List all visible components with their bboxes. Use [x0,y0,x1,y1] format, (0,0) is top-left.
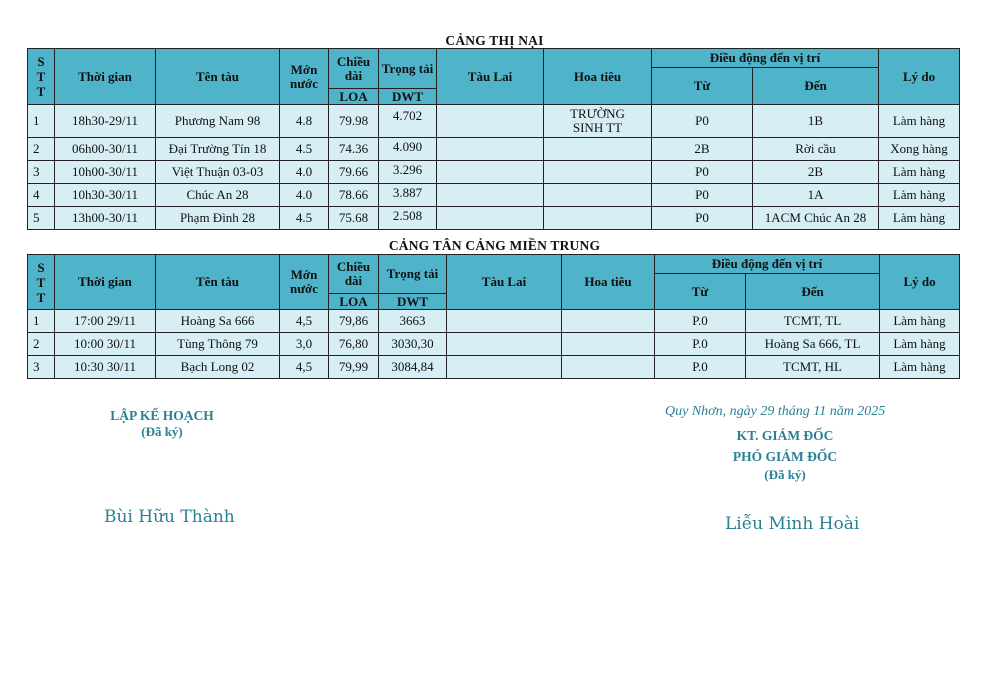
cell-stt: 2 [28,138,55,161]
cell-ship-name: Việt Thuận 03-03 [156,161,280,184]
cell-time: 13h00-30/11 [55,207,156,230]
section-title-thi-nai: CẢNG THỊ NẠI [445,33,544,48]
cell-pilot [544,138,652,161]
header-draft: Mớn nước [280,49,329,105]
cell-draft: 4.0 [280,161,329,184]
cell-loa: 76,80 [329,333,379,356]
header-dwt: DWT [379,89,437,105]
header-time: Thời gian [55,255,156,310]
table-row [28,161,960,184]
cell-loa: 78.66 [329,184,379,207]
cell-ship-name: Đại Trường Tín 18 [156,138,280,161]
cell-dwt: 3.296 [379,161,437,184]
table-row [28,184,960,207]
cell-stt: 1 [28,310,55,333]
header-tug: Tàu Lai [437,49,544,105]
cell-time: 10:00 30/11 [55,333,156,356]
header-to: Đến [753,68,879,105]
cell-reason: Xong hàng [879,138,960,161]
cell-draft: 4.5 [280,207,329,230]
cell-time: 18h30-29/11 [55,105,156,138]
deputy-director-title: PHÓ GIÁM ĐỐC [732,449,838,464]
header-to: Đến [746,274,880,310]
cell-to: 1B [753,105,879,138]
table-row [28,333,960,356]
header-reason: Lý do [880,255,960,310]
header-stt: S T T [28,255,55,310]
cell-pilot [544,184,652,207]
header-loa: LOA [329,294,379,310]
cell-loa: 79.98 [329,105,379,138]
table-row [28,105,960,138]
cell-dwt: 4.702 [379,105,437,138]
cell-reason: Làm hàng [880,333,960,356]
cell-tug [437,105,544,138]
cell-time: 06h00-30/11 [55,138,156,161]
header-ship-name: Tên tàu [156,255,280,310]
header-move-to-position: Điều động đến vị trí [652,49,879,68]
cell-pilot [562,356,655,379]
cell-from: 2B [652,138,753,161]
director-signature-block [700,425,870,482]
header-from: Từ [652,68,753,105]
cell-dwt: 3.887 [379,184,437,207]
cell-from: P0 [652,207,753,230]
header-loa: LOA [329,89,379,105]
header-length: Chiều dài [329,255,379,294]
cell-ship-name: Phương Nam 98 [156,105,280,138]
cell-tug [447,333,562,356]
cell-to: Rời cầu [753,138,879,161]
cell-to: Hoàng Sa 666, TL [746,333,880,356]
cell-pilot [562,333,655,356]
header-ship-name: Tên tàu [156,49,280,105]
cell-reason: Làm hàng [880,310,960,333]
cell-loa: 79,99 [329,356,379,379]
header-pilot: Hoa tiêu [544,49,652,105]
cell-from: P.0 [655,356,746,379]
cell-time: 17:00 29/11 [55,310,156,333]
planner-signature-block [82,408,242,440]
cell-ship-name: Chúc An 28 [156,184,280,207]
cell-tug [437,161,544,184]
director-name: Liễu Minh Hoài [725,514,860,534]
cell-draft: 4,5 [280,310,329,333]
cell-stt: 2 [28,333,55,356]
header-length: Chiều dài [329,49,379,89]
header-draft: Mớn nước [280,255,329,310]
cell-draft: 3,0 [280,333,329,356]
cell-loa: 79,86 [329,310,379,333]
cell-ship-name: Bạch Long 02 [156,356,280,379]
cell-reason: Làm hàng [880,356,960,379]
cell-loa: 79.66 [329,161,379,184]
director-signed-note: (Đã ký) [764,467,806,482]
header-time: Thời gian [55,49,156,105]
header-move-to-position: Điều động đến vị trí [655,255,880,274]
schedule-table-tan-cang-mien-trung [27,254,960,379]
cell-ship-name: Phạm Đình 28 [156,207,280,230]
table-row [28,356,960,379]
header-tonnage: Trọng tải [379,49,437,89]
cell-pilot [562,310,655,333]
cell-time: 10h30-30/11 [55,184,156,207]
cell-tug [447,356,562,379]
header-tug: Tàu Lai [447,255,562,310]
cell-time: 10:30 30/11 [55,356,156,379]
cell-draft: 4.5 [280,138,329,161]
cell-stt: 5 [28,207,55,230]
cell-pilot: TRƯỜNG SINH TT [544,105,652,138]
cell-stt: 4 [28,184,55,207]
cell-dwt: 2.508 [379,207,437,230]
cell-from: P0 [652,184,753,207]
cell-reason: Làm hàng [879,105,960,138]
cell-loa: 75.68 [329,207,379,230]
header-dwt: DWT [379,294,447,310]
section-title-tan-cang-mien-trung: CẢNG TÂN CẢNG MIỀN TRUNG [388,238,601,253]
cell-dwt: 4.090 [379,138,437,161]
table-row [28,138,960,161]
cell-to: 1ACM Chúc An 28 [753,207,879,230]
planner-title: LẬP KẾ HOẠCH [110,408,214,423]
cell-to: TCMT, TL [746,310,880,333]
cell-pilot [544,161,652,184]
header-from: Từ [655,274,746,310]
cell-reason: Làm hàng [879,207,960,230]
cell-tug [447,310,562,333]
cell-from: P0 [652,105,753,138]
cell-ship-name: Hoàng Sa 666 [156,310,280,333]
cell-reason: Làm hàng [879,184,960,207]
cell-tug [437,207,544,230]
schedule-table-thi-nai [27,48,960,230]
cell-pilot [544,207,652,230]
cell-stt: 3 [28,161,55,184]
director-title: KT. GIÁM ĐỐC [736,428,834,443]
cell-loa: 74.36 [329,138,379,161]
cell-draft: 4.0 [280,184,329,207]
cell-dwt: 3030,30 [379,333,447,356]
planner-name: Bùi Hữu Thành [104,507,235,527]
table-row [28,310,960,333]
header-stt: S T T [28,49,55,105]
place-date: Quy Nhơn, ngày 29 tháng 11 năm 2025 [665,404,886,419]
cell-time: 10h00-30/11 [55,161,156,184]
cell-dwt: 3084,84 [379,356,447,379]
cell-ship-name: Tùng Thông 79 [156,333,280,356]
cell-reason: Làm hàng [879,161,960,184]
header-tonnage: Trọng tải [379,255,447,294]
planner-signed-note: (Đã ký) [141,424,183,439]
cell-from: P0 [652,161,753,184]
cell-from: P.0 [655,310,746,333]
cell-stt: 1 [28,105,55,138]
cell-from: P.0 [655,333,746,356]
cell-draft: 4.8 [280,105,329,138]
table-row [28,207,960,230]
cell-stt: 3 [28,356,55,379]
header-reason: Lý do [879,49,960,105]
cell-tug [437,138,544,161]
cell-dwt: 3663 [379,310,447,333]
header-pilot: Hoa tiêu [562,255,655,310]
cell-to: 2B [753,161,879,184]
cell-tug [437,184,544,207]
cell-to: 1A [753,184,879,207]
cell-draft: 4,5 [280,356,329,379]
cell-to: TCMT, HL [746,356,880,379]
